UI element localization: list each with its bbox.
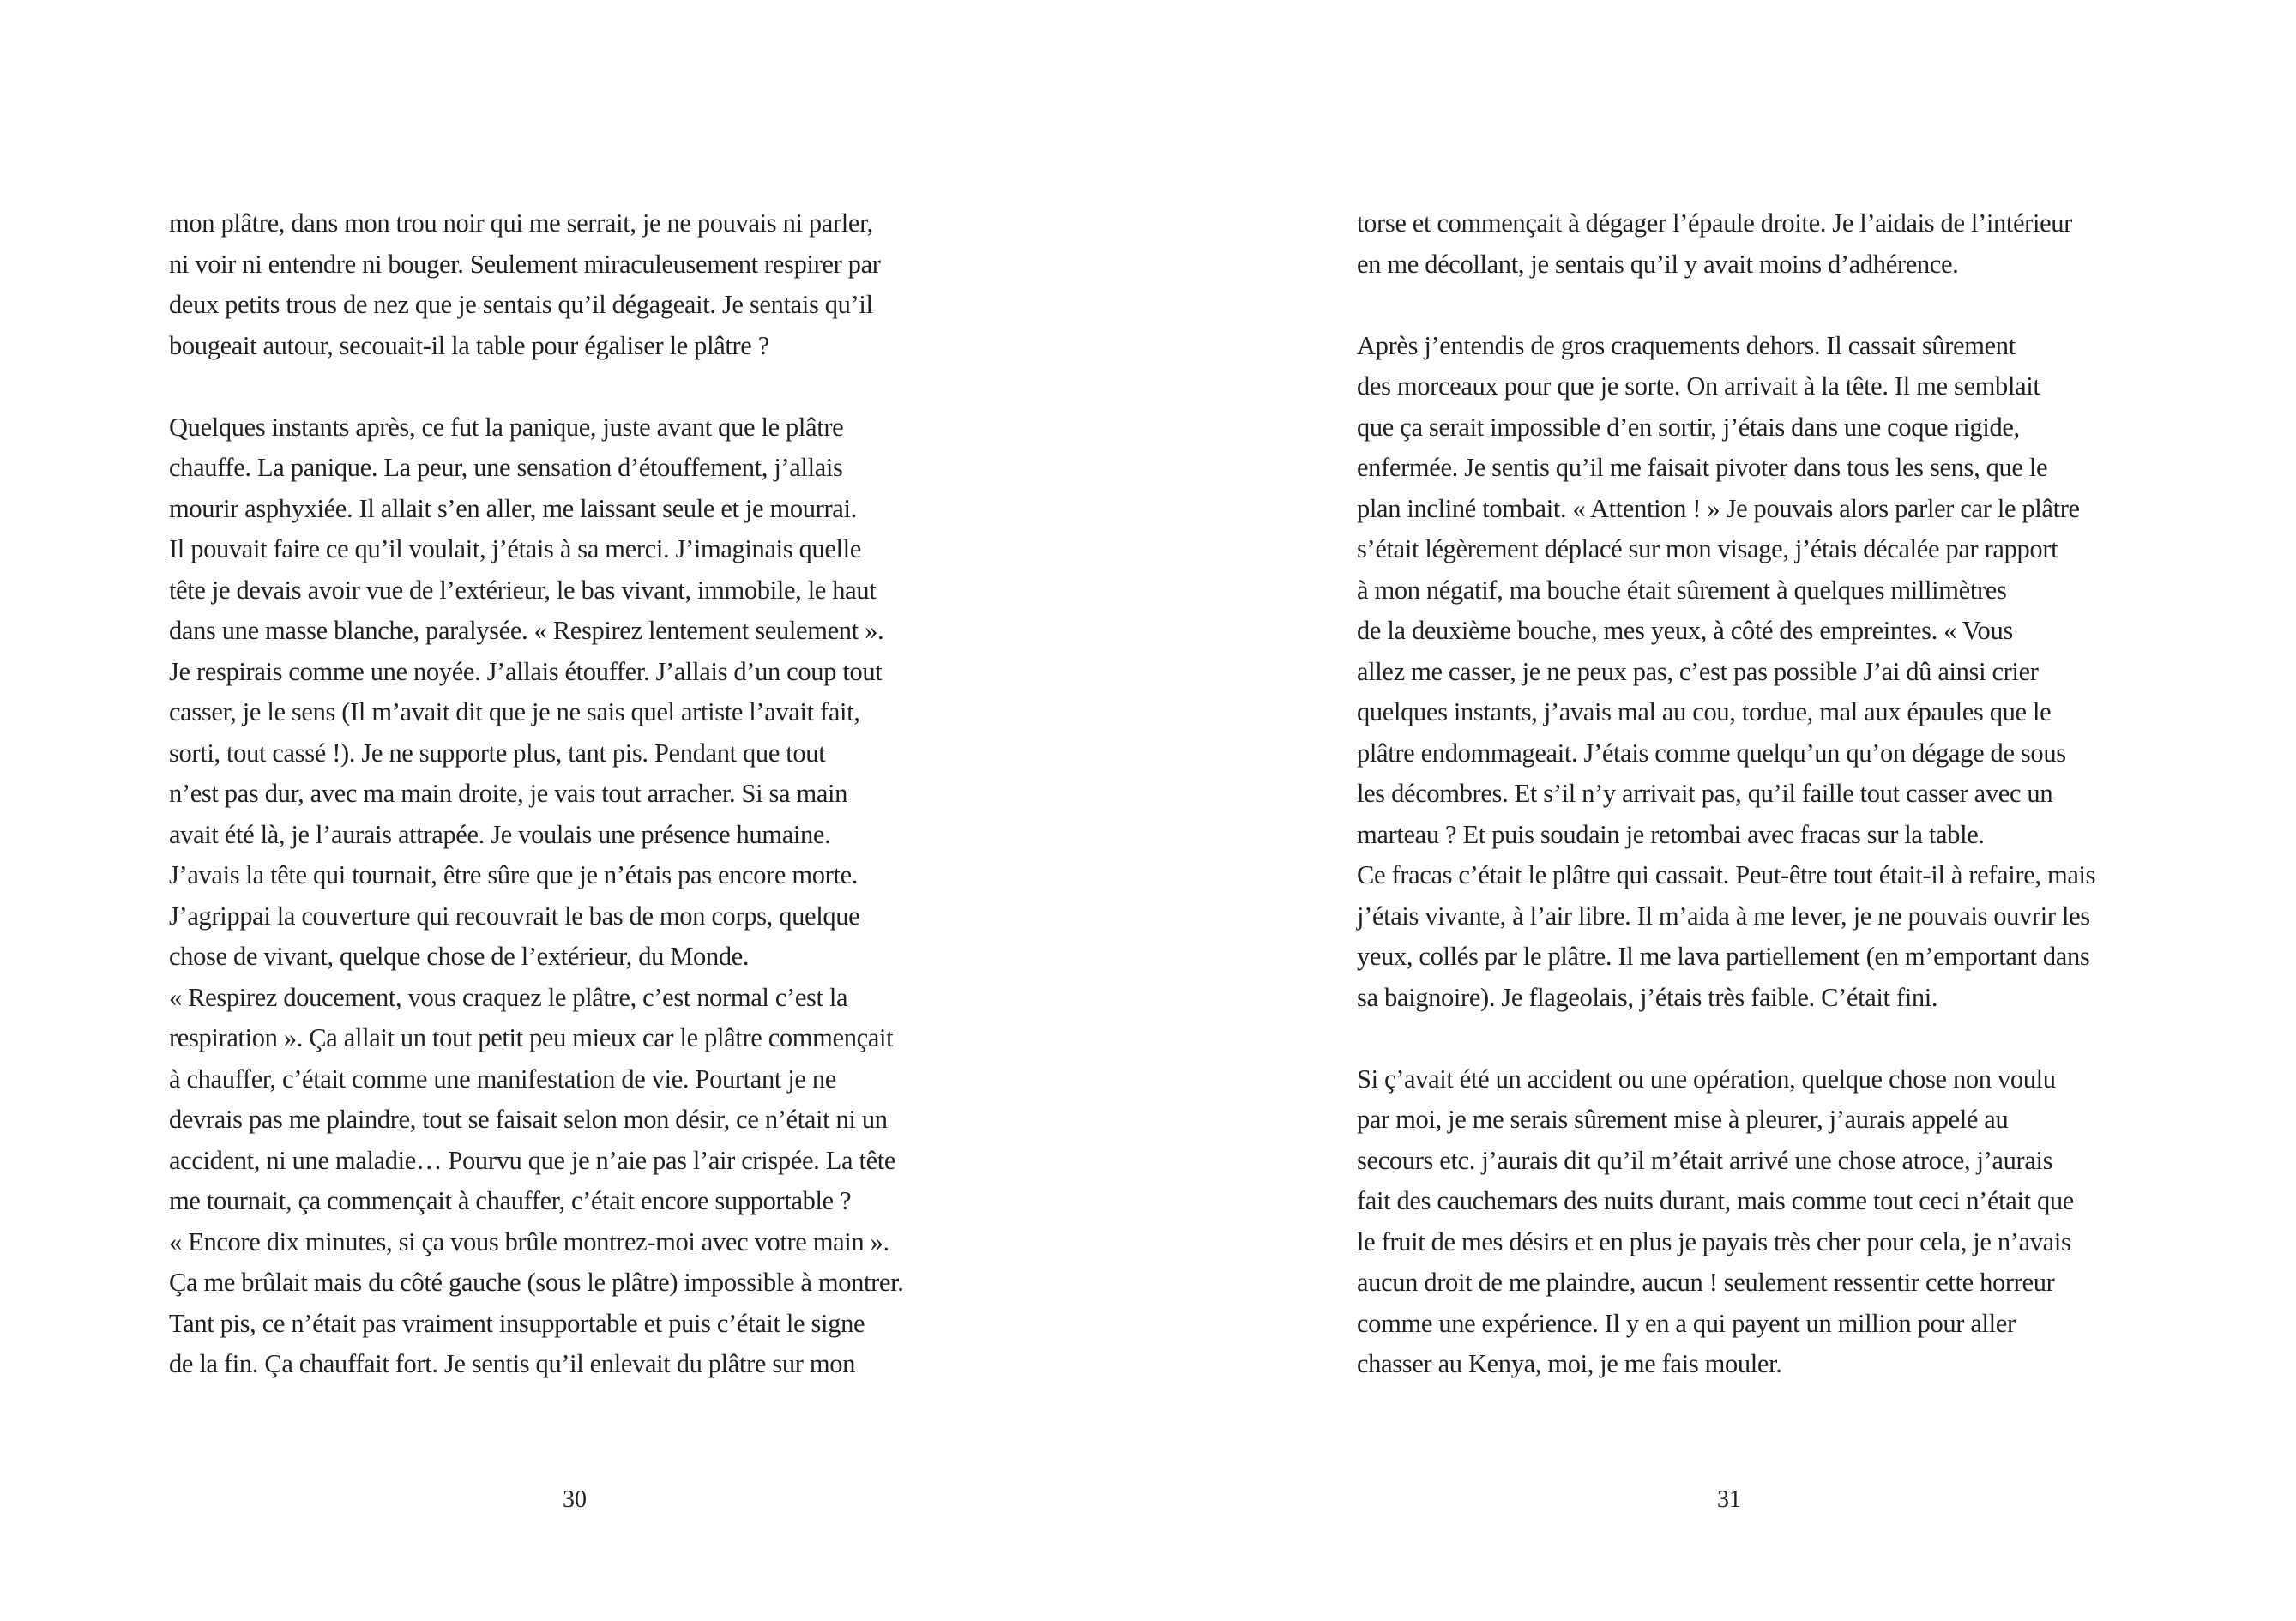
text-line: J’avais la tête qui tournait, être sûre que je n’étais pas encore morte. (169, 860, 859, 889)
left-page-text (169, 203, 975, 1385)
text-line: Si ç’avait été un accident ou une opération, quelque chose non voulu (1357, 1064, 2056, 1094)
text-line: devrais pas me plaindre, tout se faisait selon mon désir, ce n’était ni un (169, 1105, 888, 1134)
text-line: secours etc. j’aurais dit qu’il m’était arrivé une chose atroce, j’aurais (1357, 1145, 2053, 1175)
text-line: s’était légèrement déplacé sur mon visage, j’étais décalée par rapport (1357, 534, 2058, 563)
text-line: enfermée. Je sentis qu’il me faisait pivoter dans tous les sens, que le (1357, 453, 2048, 482)
text-line: à chauffer, c’était comme une manifestation de vie. Pourtant je ne (169, 1064, 836, 1094)
text-line: sorti, tout cassé !). Je ne supporte plus, tant pis. Pendant que tout (169, 738, 826, 768)
text-line: torse et commençait à dégager l’épaule droite. Je l’aidais de l’intérieur (1357, 208, 2072, 238)
text-line: deux petits trous de nez que je sentais qu’il dégageait. Je sentais qu’il (169, 290, 873, 319)
text-line: comme une expérience. Il y en a qui payent un million pour aller (1357, 1308, 2016, 1338)
text-line: accident, ni une maladie… Pourvu que je n’aie pas l’air crispée. La tête (169, 1145, 896, 1175)
right-page-text (1357, 203, 2163, 1385)
text-line: me tournait, ça commençait à chauffer, c’était encore supportable ? (169, 1186, 852, 1215)
page-number-right: 31 (1717, 1486, 1741, 1513)
text-line: à mon négatif, ma bouche était sûrement à quelques millimètres (1357, 575, 2007, 605)
text-line: ni voir ni entendre ni bouger. Seulement miraculeusement respirer par (169, 249, 881, 279)
text-line: fait des cauchemars des nuits durant, mais comme tout ceci n’était que (1357, 1186, 2074, 1215)
text-line: Il pouvait faire ce qu’il voulait, j’étais à sa merci. J’imaginais quelle (169, 534, 861, 563)
text-line: chose de vivant, quelque chose de l’extérieur, du Monde. (169, 942, 750, 971)
text-line: marteau ? Et puis soudain je retombai avec fracas sur la table. (1357, 819, 1985, 849)
paragraph-break (1357, 1018, 2163, 1059)
text-line: chasser au Kenya, moi, je me fais mouler. (1357, 1349, 1782, 1378)
text-line: quelques instants, j’avais mal au cou, tordue, mal aux épaules que le (1357, 697, 2052, 726)
text-line: Tant pis, ce n’était pas vraiment insupportable et puis c’était le signe (169, 1308, 865, 1338)
text-line: yeux, collés par le plâtre. Il me lava partiellement (en m’emportant dans (1357, 942, 2090, 971)
text-line: aucun droit de me plaindre, aucun ! seulement ressentir cette horreur (1357, 1268, 2055, 1297)
text-line: Ce fracas c’était le plâtre qui cassait. Peut-être tout était-il à refaire, mais (1357, 860, 2096, 889)
text-line: mon plâtre, dans mon trou noir qui me serrait, je ne pouvais ni parler, (169, 208, 873, 238)
text-line: n’est pas dur, avec ma main droite, je vais tout arracher. Si sa main (169, 779, 848, 808)
text-line: avait été là, je l’aurais attrapée. Je voulais une présence humaine. (169, 819, 831, 849)
text-line: tête je devais avoir vue de l’extérieur, le bas vivant, immobile, le haut (169, 575, 877, 605)
text-line: le fruit de mes désirs et en plus je payais très cher pour cela, je n’avais (1357, 1226, 2071, 1256)
text-line: dans une masse blanche, paralysée. « Respirez lentement seulement ». (169, 616, 884, 645)
text-line: « Respirez doucement, vous craquez le plâtre, c’est normal c’est la (169, 982, 848, 1012)
text-line: de la fin. Ça chauffait fort. Je sentis qu’il enlevait du plâtre sur mon (169, 1349, 856, 1378)
text-line: en me décollant, je sentais qu’il y avait moins d’adhérence. (1357, 249, 1959, 279)
text-line: par moi, je me serais sûrement mise à pleurer, j’aurais appelé au (1357, 1105, 2009, 1134)
text-line: bougeait autour, secouait-il la table pour égaliser le plâtre ? (169, 330, 769, 360)
text-line: allez me casser, je ne peux pas, c’est pas possible J’ai dû ainsi crier (1357, 656, 2039, 686)
text-line: mourir asphyxiée. Il allait s’en aller, me laissant seule et je mourrai. (169, 493, 857, 523)
text-line: J’agrippai la couverture qui recouvrait le bas de mon corps, quelque (169, 901, 860, 931)
text-line: Ça me brûlait mais du côté gauche (sous le plâtre) impossible à montrer. (169, 1268, 904, 1297)
text-line: Après j’entendis de gros craquements dehors. Il cassait sûrement (1357, 330, 2016, 360)
text-line: respiration ». Ça allait un tout petit peu mieux car le plâtre commençait (169, 1023, 894, 1052)
text-line: chauffe. La panique. La peur, une sensation d’étouffement, j’allais (169, 453, 843, 482)
text-line: des morceaux pour que je sorte. On arrivait à la tête. Il me semblait (1357, 371, 2040, 401)
text-line: « Encore dix minutes, si ça vous brûle montrez-moi avec votre main ». (169, 1226, 889, 1256)
text-line: que ça serait impossible d’en sortir, j’étais dans une coque rigide, (1357, 412, 2020, 442)
text-line: de la deuxième bouche, mes yeux, à côté des empreintes. « Vous (1357, 616, 2013, 645)
paragraph-break (169, 366, 975, 407)
text-line: Quelques instants après, ce fut la panique, juste avant que le plâtre (169, 412, 844, 442)
text-line: plâtre endommageait. J’étais comme quelqu’un qu’on dégage de sous (1357, 738, 2066, 768)
text-line: Je respirais comme une noyée. J’allais étouffer. J’allais d’un coup tout (169, 656, 883, 686)
text-line: sa baignoire). Je flageolais, j’étais très faible. C’était fini. (1357, 982, 1938, 1012)
text-line: j’étais vivante, à l’air libre. Il m’aida à me lever, je ne pouvais ouvrir les (1357, 901, 2090, 931)
page-number-left: 30 (563, 1486, 587, 1513)
text-line: casser, je le sens (Il m’avait dit que je ne sais quel artiste l’avait fait, (169, 697, 860, 726)
text-line: plan incliné tombait. « Attention ! » Je pouvais alors parler car le plâtre (1357, 493, 2080, 523)
paragraph-break (1357, 285, 2163, 326)
text-line: les décombres. Et s’il n’y arrivait pas, qu’il faille tout casser avec un (1357, 779, 2053, 808)
